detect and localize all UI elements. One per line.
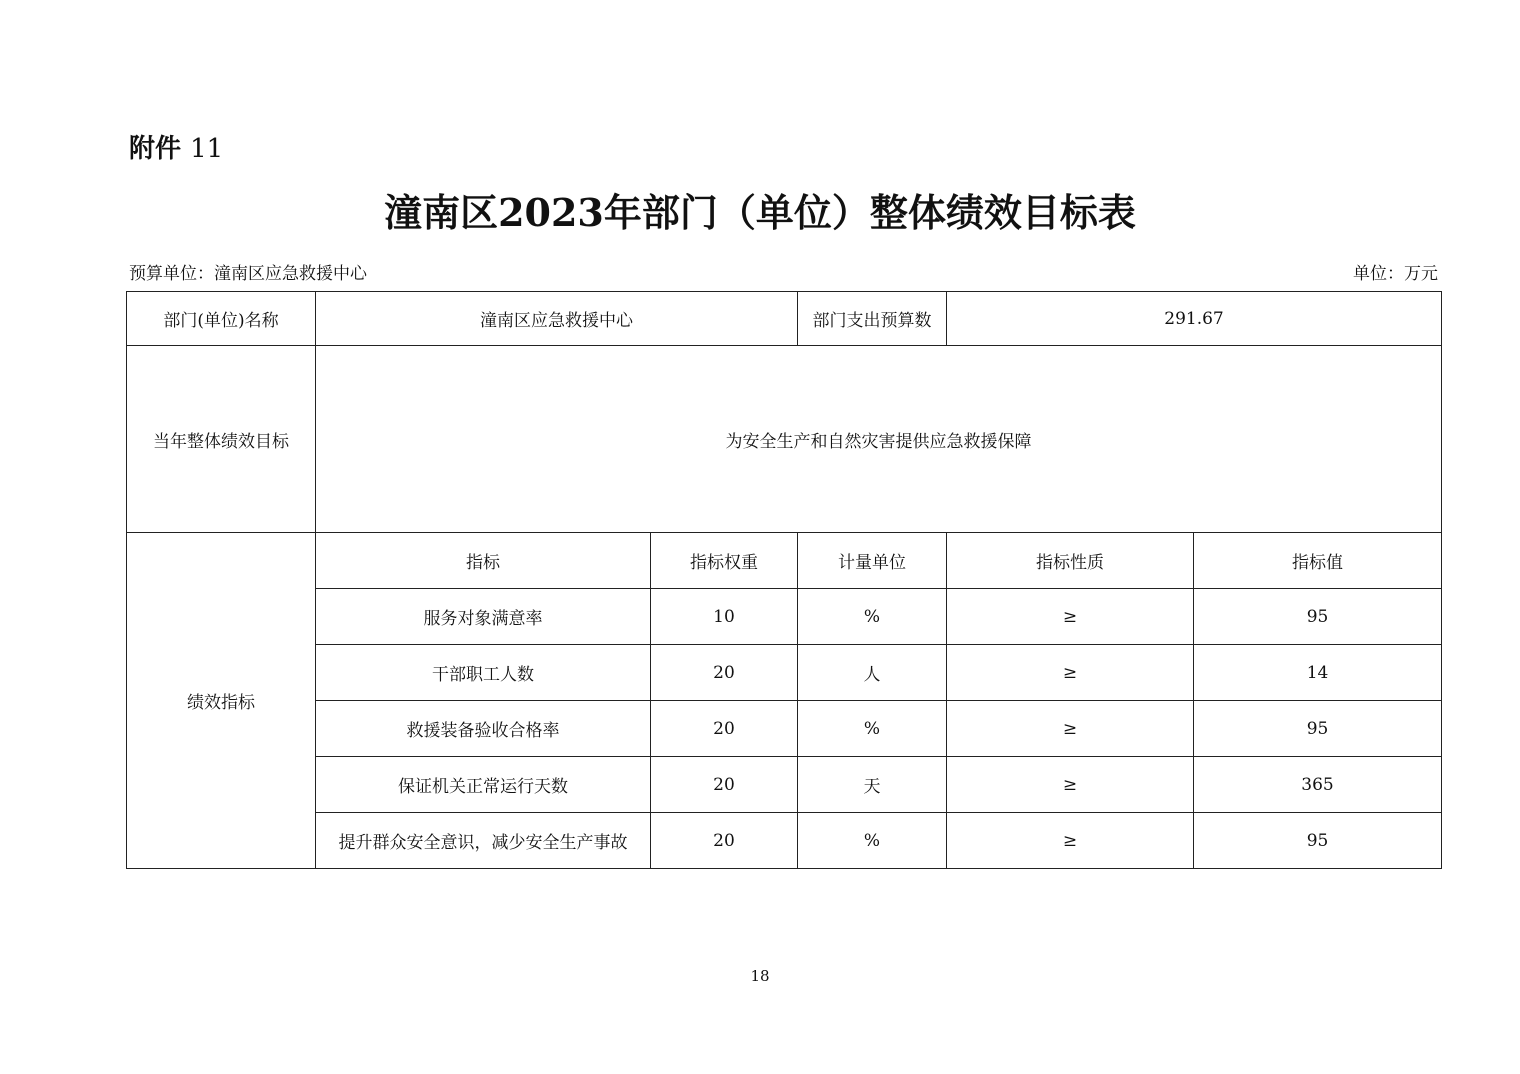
nature-cell: ≥ [947,701,1194,757]
header-weight: 指标权重 [651,533,798,589]
table-row [127,757,1442,813]
table-row [127,346,1442,533]
currency-unit: 单位：万元 [1353,264,1438,284]
value-cell: 95 [1194,589,1442,645]
table-row [127,292,1442,346]
unit-cell: % [798,589,947,645]
weight-cell: 20 [651,813,798,869]
header-nature: 指标性质 [947,533,1194,589]
indicator-cell: 提升群众安全意识，减少安全生产事故 [316,813,651,869]
attachment-number: 11 [190,134,224,164]
indicators-label: 绩效指标 [127,533,316,869]
nature-cell: ≥ [947,645,1194,701]
budget-label: 部门支出预算数 [798,292,947,346]
indicator-cell: 救援装备验收合格率 [316,701,651,757]
nature-cell: ≥ [947,813,1194,869]
weight-cell: 20 [651,701,798,757]
indicator-cell: 服务对象满意率 [316,589,651,645]
weight-cell: 20 [651,757,798,813]
document-title: 潼南区2023年部门（单位）整体绩效目标表 [384,190,1136,235]
goal-label: 当年整体绩效目标 [127,346,316,533]
unit-cell: 人 [798,645,947,701]
performance-target-table [126,291,1442,869]
budget-unit: 预算单位：潼南区应急救援中心 [129,264,367,284]
table-row [127,813,1442,869]
value-cell: 14 [1194,645,1442,701]
attachment-label [129,132,223,166]
budget-value: 291.67 [947,292,1442,346]
header-indicator: 指标 [316,533,651,589]
table-row [127,701,1442,757]
weight-cell: 10 [651,589,798,645]
indicator-cell: 干部职工人数 [316,645,651,701]
value-cell: 95 [1194,701,1442,757]
table-header-row [127,533,1442,589]
header-value: 指标值 [1194,533,1442,589]
weight-cell: 20 [651,645,798,701]
unit-cell: 天 [798,757,947,813]
goal-value: 为安全生产和自然灾害提供应急救援保障 [316,346,1442,533]
value-cell: 365 [1194,757,1442,813]
unit-cell: % [798,813,947,869]
indicator-cell: 保证机关正常运行天数 [316,757,651,813]
unit-cell: % [798,701,947,757]
table-row [127,645,1442,701]
nature-cell: ≥ [947,589,1194,645]
dept-name-value: 潼南区应急救援中心 [316,292,798,346]
nature-cell: ≥ [947,757,1194,813]
attachment-text: 附件 [129,134,182,164]
dept-name-label: 部门(单位)名称 [127,292,316,346]
header-unit: 计量单位 [798,533,947,589]
value-cell: 95 [1194,813,1442,869]
table-row [127,589,1442,645]
page-number: 18 [750,967,770,985]
